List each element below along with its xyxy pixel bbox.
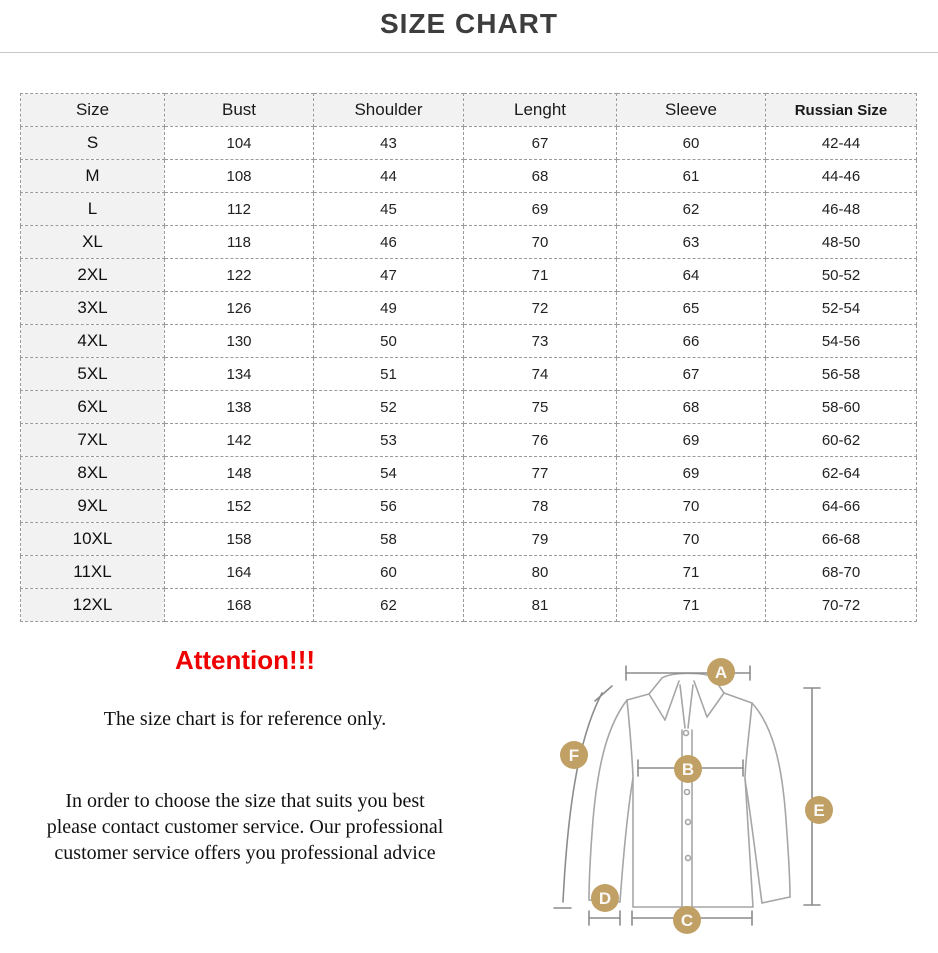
size-cell: L: [21, 193, 165, 226]
table-row: [21, 556, 917, 589]
header-cell: Bust: [165, 94, 314, 127]
table-cell: 50-52: [766, 259, 917, 292]
table-cell: 108: [165, 160, 314, 193]
table-cell: 56: [314, 490, 464, 523]
marker-e-label: E: [813, 801, 825, 820]
size-table-container: [20, 93, 916, 622]
table-cell: 71: [617, 589, 766, 622]
table-cell: 126: [165, 292, 314, 325]
table-cell: 104: [165, 127, 314, 160]
marker-c-label: C: [680, 911, 694, 930]
size-table-body: [21, 127, 917, 622]
table-row: [21, 391, 917, 424]
size-cell: 6XL: [21, 391, 165, 424]
table-cell: 70-72: [766, 589, 917, 622]
table-cell: 62: [617, 193, 766, 226]
table-cell: 47: [314, 259, 464, 292]
attention-heading: Attention!!!: [174, 645, 316, 675]
table-cell: 71: [464, 259, 617, 292]
table-cell: 148: [165, 457, 314, 490]
table-cell: 134: [165, 358, 314, 391]
shirt-outline: [589, 673, 790, 907]
table-cell: 67: [617, 358, 766, 391]
table-cell: 43: [314, 127, 464, 160]
table-row: [21, 259, 917, 292]
advice-line: customer service offers you professional advice: [54, 842, 436, 864]
table-row: [21, 358, 917, 391]
table-cell: 138: [165, 391, 314, 424]
table-row: [21, 523, 917, 556]
table-cell: 70: [617, 523, 766, 556]
size-cell: 5XL: [21, 358, 165, 391]
table-cell: 45: [314, 193, 464, 226]
table-cell: 69: [464, 193, 617, 226]
marker-b-label: B: [681, 760, 695, 779]
size-cell: 12XL: [21, 589, 165, 622]
size-cell: 10XL: [21, 523, 165, 556]
size-cell: 4XL: [21, 325, 165, 358]
table-cell: 142: [165, 424, 314, 457]
page-title: SIZE CHART: [380, 8, 558, 39]
header-row: [21, 94, 917, 127]
table-cell: 68: [617, 391, 766, 424]
marker-f: [560, 741, 588, 769]
header-cell: Size: [21, 94, 165, 127]
table-cell: 42-44: [766, 127, 917, 160]
size-cell: 9XL: [21, 490, 165, 523]
header-cell: Shoulder: [314, 94, 464, 127]
table-cell: 56-58: [766, 358, 917, 391]
advice-line: please contact customer service. Our professional: [46, 816, 444, 838]
table-cell: 54: [314, 457, 464, 490]
advice-line: In order to choose the size that suits you best: [65, 790, 425, 812]
table-cell: 60: [314, 556, 464, 589]
shirt-measurement-diagram: [540, 640, 938, 953]
table-cell: 66: [617, 325, 766, 358]
size-cell: 3XL: [21, 292, 165, 325]
table-cell: 60: [617, 127, 766, 160]
marker-d: [591, 884, 619, 912]
table-cell: 80: [464, 556, 617, 589]
table-row: [21, 490, 917, 523]
table-cell: 71: [617, 556, 766, 589]
marker-d-label: D: [598, 889, 612, 908]
table-cell: 46-48: [766, 193, 917, 226]
size-cell: 11XL: [21, 556, 165, 589]
table-row: [21, 325, 917, 358]
table-row: [21, 292, 917, 325]
table-cell: 72: [464, 292, 617, 325]
table-row: [21, 457, 917, 490]
size-cell: 7XL: [21, 424, 165, 457]
size-cell: XL: [21, 226, 165, 259]
table-cell: 164: [165, 556, 314, 589]
table-cell: 69: [617, 457, 766, 490]
size-table-head: [21, 94, 917, 127]
table-row: [21, 226, 917, 259]
marker-a: [707, 658, 735, 686]
table-cell: 52-54: [766, 292, 917, 325]
table-cell: 79: [464, 523, 617, 556]
size-cell: S: [21, 127, 165, 160]
table-cell: 122: [165, 259, 314, 292]
table-cell: 50: [314, 325, 464, 358]
table-cell: 52: [314, 391, 464, 424]
table-cell: 44: [314, 160, 464, 193]
table-cell: 81: [464, 589, 617, 622]
marker-b: [674, 755, 702, 783]
table-cell: 68: [464, 160, 617, 193]
table-cell: 64: [617, 259, 766, 292]
table-row: [21, 193, 917, 226]
table-cell: 68-70: [766, 556, 917, 589]
table-cell: 54-56: [766, 325, 917, 358]
table-cell: 48-50: [766, 226, 917, 259]
marker-a-label: A: [714, 663, 728, 682]
table-cell: 112: [165, 193, 314, 226]
size-cell: 8XL: [21, 457, 165, 490]
table-cell: 60-62: [766, 424, 917, 457]
table-cell: 51: [314, 358, 464, 391]
table-cell: 168: [165, 589, 314, 622]
title-divider: [0, 52, 938, 53]
marker-c: [673, 906, 701, 934]
table-cell: 63: [617, 226, 766, 259]
table-cell: 44-46: [766, 160, 917, 193]
table-cell: 66-68: [766, 523, 917, 556]
table-cell: 62-64: [766, 457, 917, 490]
measurement-markers: [560, 658, 833, 934]
table-cell: 61: [617, 160, 766, 193]
table-cell: 75: [464, 391, 617, 424]
table-cell: 64-66: [766, 490, 917, 523]
table-cell: 46: [314, 226, 464, 259]
table-cell: 70: [617, 490, 766, 523]
table-row: [21, 127, 917, 160]
table-cell: 53: [314, 424, 464, 457]
table-cell: 76: [464, 424, 617, 457]
table-cell: 130: [165, 325, 314, 358]
table-cell: 73: [464, 325, 617, 358]
table-cell: 158: [165, 523, 314, 556]
marker-e: [805, 796, 833, 824]
table-row: [21, 589, 917, 622]
size-table: [20, 93, 917, 622]
table-row: [21, 424, 917, 457]
header-cell: Lenght: [464, 94, 617, 127]
table-row: [21, 160, 917, 193]
table-cell: 58: [314, 523, 464, 556]
table-cell: 78: [464, 490, 617, 523]
table-cell: 62: [314, 589, 464, 622]
size-cell: M: [21, 160, 165, 193]
table-cell: 70: [464, 226, 617, 259]
table-cell: 69: [617, 424, 766, 457]
header-cell: Sleeve: [617, 94, 766, 127]
header-cell: Russian Size: [766, 94, 917, 127]
table-cell: 58-60: [766, 391, 917, 424]
table-cell: 49: [314, 292, 464, 325]
customer-service-advice: [10, 788, 480, 866]
marker-f-label: F: [568, 746, 580, 765]
reference-note: The size chart is for reference only.: [103, 708, 387, 730]
table-cell: 77: [464, 457, 617, 490]
table-cell: 118: [165, 226, 314, 259]
table-cell: 65: [617, 292, 766, 325]
table-cell: 74: [464, 358, 617, 391]
measurement-lines: [554, 666, 820, 925]
table-cell: 152: [165, 490, 314, 523]
table-cell: 67: [464, 127, 617, 160]
size-cell: 2XL: [21, 259, 165, 292]
